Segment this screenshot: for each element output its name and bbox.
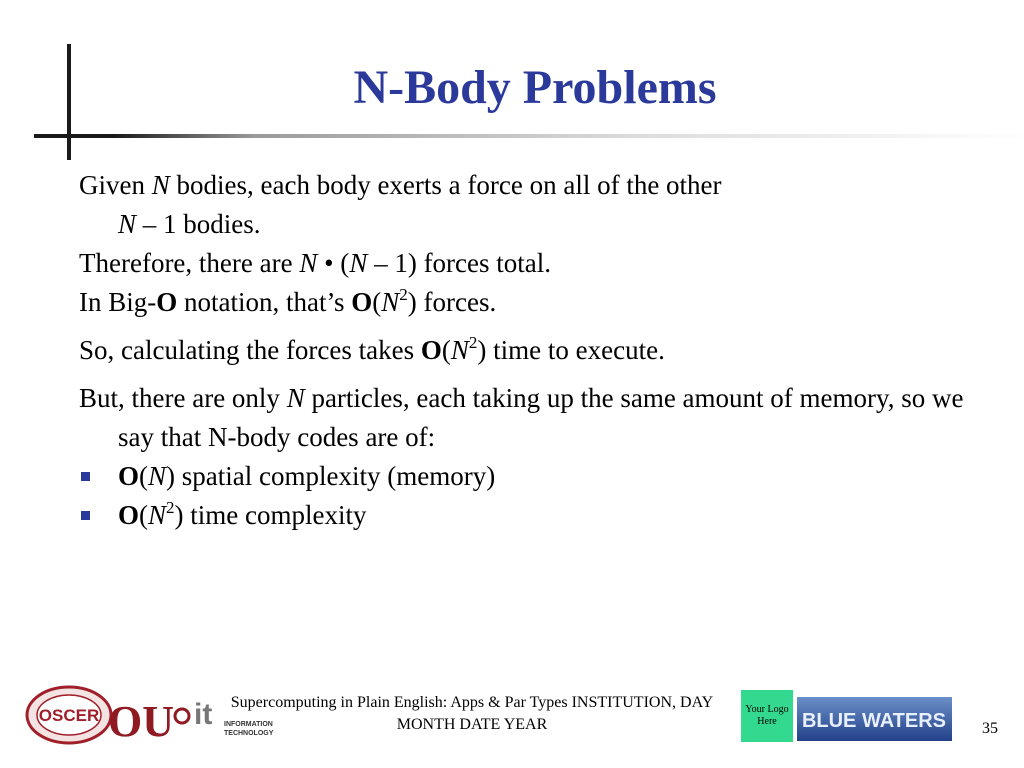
slide-number: 35	[982, 720, 998, 737]
decorative-horizontal-line	[34, 134, 1024, 138]
oit-info2-text: TECHNOLOGY	[224, 730, 274, 737]
paragraph-memory: But, there are only N particles, each taking up the same amount of memory, so we say that N-body codes are of:	[79, 383, 964, 452]
decorative-vertical-line	[67, 44, 71, 160]
oit-logo-text: it	[194, 698, 213, 731]
paragraph-forces-total: Therefore, there are N • (N – 1) forces total.	[79, 248, 552, 278]
footer-line-1: Supercomputing in Plain English: Apps & Par Types INSTITUTION, DAY	[230, 694, 714, 711]
paragraph-big-o: In Big-O notation, that’s $O(N^2)$ forces.	[79, 285, 497, 317]
slide-title: N-Body Problems	[353, 61, 717, 114]
ou-logo-icon	[108, 686, 174, 748]
bullet-square-icon	[81, 511, 90, 520]
your-logo-placeholder	[741, 690, 793, 742]
footer-text	[172, 692, 772, 736]
oit-info1-text: INFORMATION	[224, 721, 273, 728]
slide-body	[79, 166, 979, 535]
paragraph-given-n-bodies: Given N bodies, each body exerts a force on all of the other N – 1 bodies.	[79, 170, 722, 239]
bullet-spatial-complexity: O(N) spatial complexity (memory)	[79, 457, 979, 496]
paragraph-time-to-execute: So, calculating the forces takes $O(N^2)$ time to execute.	[79, 333, 665, 365]
oscer-logo-text: OSCER	[38, 706, 100, 725]
blue-waters-logo-icon	[797, 697, 952, 741]
oscer-logo-icon	[25, 685, 113, 745]
ou-logo-text: OU	[108, 697, 174, 746]
footer-line-2: MONTH DATE YEAR	[396, 716, 548, 733]
bullet-square-icon	[81, 472, 90, 481]
bullet-time-complexity: $O(N^2)$ time complexity	[79, 496, 979, 535]
blue-waters-text: BLUE WATERS	[801, 710, 947, 732]
your-logo-text: Your Logo Here	[745, 704, 789, 727]
